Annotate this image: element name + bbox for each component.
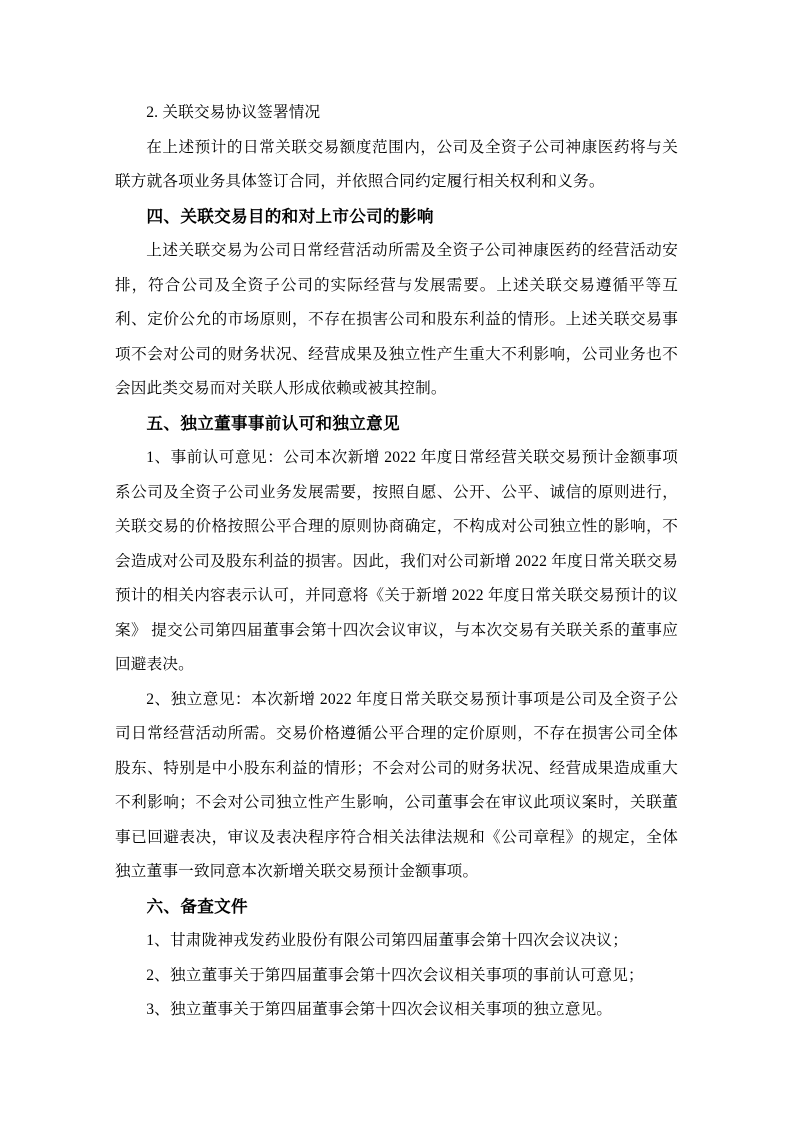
- reference-document-item-1: 1、甘肃陇神戎发药业股份有限公司第四届董事会第十四次会议决议；: [146, 932, 628, 949]
- paragraph-agreement-signing-detail: 在上述预计的日常关联交易额度范围内，公司及全资子公司神康医药将与关联方就各项业务具体签订合同，并依照合同约定履行相关权利和义务。: [115, 138, 678, 190]
- section-heading-4-transaction-purpose: 四、关联交易目的和对上市公司的影响: [146, 206, 434, 226]
- paragraph-prior-approval-opinion: 1、事前认可意见：公司本次新增 2022 年度日常经营关联交易预计金额事项系公司及全资子公司业务发展需要，按照自愿、公开、公平、诚信的原则进行，关联交易的价格按照公平合理的原则协商确定，不构成对公司独立性的影响，不会造成对公司及股东利益的损害。因此，我们对公司新增 2022 年度日常关联交易预计的相关内容表示认可，并同意将《关于新增 2022 年度日常关联交易预计的议案》 提交公司第四届董事会第十四次会议审议，与本次交易有关联关系的董事应回避表决。: [115, 449, 678, 673]
- sub-item-agreement-signing: 2. 关联交易协议签署情况: [146, 104, 321, 121]
- reference-document-item-2: 2、独立董事关于第四届董事会第十四次会议相关事项的事前认可意见；: [146, 966, 644, 984]
- paragraph-transaction-purpose-impact: 上述关联交易为公司日常经营活动所需及全资子公司神康医药的经营活动安排，符合公司及全资子公司的实际经营与发展需要。上述关联交易遵循平等互利、定价公允的市场原则，不存在损害公司和股东利益的情形。上述关联交易事项不会对公司的财务状况、经营成果及独立性产生重大不利影响，公司业务也不会因此类交易而对关联人形成依赖或被其控制。: [115, 242, 678, 397]
- paragraph-independent-opinion: 2、独立意见：本次新增 2022 年度日常关联交易预计事项是公司及全资子公司日常经营活动所需。交易价格遵循公平合理的定价原则，不存在损害公司全体股东、特别是中小股东利益的情形；不会对公司的财务状况、经营成果造成重大不利影响；不会对公司独立性产生影响，公司董事会在审议此项议案时，关联董事已回避表决，审议及表决程序符合相关法律法规和《公司章程》的规定，全体独立董事一致同意本次新增关联交易预计金额事项。: [115, 690, 678, 880]
- reference-document-item-3: 3、独立董事关于第四届董事会第十四次会议相关事项的独立意见。: [146, 1001, 613, 1018]
- document-body: [115, 96, 678, 1028]
- section-heading-5-independent-directors: 五、独立董事事前认可和独立意见: [146, 413, 400, 433]
- section-heading-6-reference-documents: 六、备查文件: [146, 896, 248, 916]
